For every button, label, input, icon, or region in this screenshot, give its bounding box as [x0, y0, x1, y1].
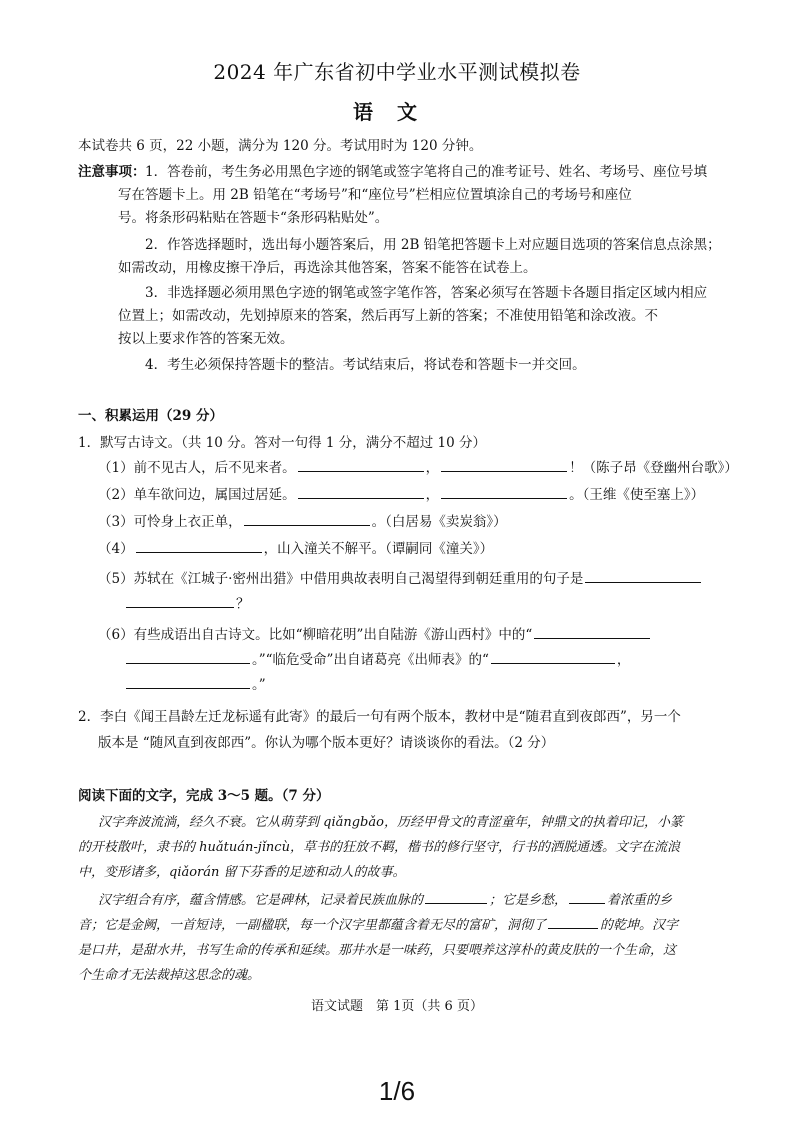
reading-paragraph-line: 是口井，是甜水井，书写生命的传承和延续。那井水是一味药，只要喂养这淳朴的黄皮肤的一个生命，这: [78, 943, 677, 958]
notice-line: 4．考生必须保持答题卡的整洁。考试结束后，将试卷和答题卡一并交回。: [145, 357, 586, 373]
question-1-part-6-end: 。”: [124, 673, 266, 693]
answer-blank[interactable]: [298, 457, 424, 472]
question-1-part-5-cont: ？: [124, 592, 250, 612]
notice-line: 写在答题卡上。用 2B 铅笔在“考场号”和“座位号”栏相应位置填涂自己的考场号和座位: [118, 187, 632, 203]
section-heading: 一、积累运用（29 分）: [78, 408, 223, 424]
answer-blank[interactable]: [425, 889, 487, 904]
question-2-line: 2．李白《闻王昌龄左迁龙标遥有此寄》的最后一句有两个版本，教材中是“随君直到夜郎西”，另一个: [78, 709, 681, 725]
exam-intro: 本试卷共 6 页，22 小题，满分为 120 分。考试用时为 120 分钟。: [78, 138, 483, 154]
answer-blank[interactable]: [491, 649, 615, 664]
reading-heading: 阅读下面的文字，完成 3～5 题。（7 分）: [78, 788, 330, 804]
answer-blank[interactable]: [298, 484, 424, 499]
answer-blank[interactable]: [441, 484, 567, 499]
notice-label: 注意事项：: [78, 164, 146, 180]
question-1-part-6: （6）有些成语出自古诗文。比如“柳暗花明”出自陆游《游山西村》中的“: [98, 623, 652, 643]
question-1-part-1: （1）前不见古人，后不见来者。 ， ！（陈子昂《登幽州台歌》）: [98, 456, 738, 476]
notice-line: 位置上；如需改动，先划掉原来的答案，然后再写上新的答案；不准使用铅笔和涂改液。不: [118, 308, 658, 324]
page-indicator: 1/6: [378, 1076, 416, 1106]
notice-line: 1．答卷前，考生务必用黑色字迹的钢笔或签字笔将自己的准考证号、姓名、考场号、座位号填: [145, 164, 708, 180]
answer-blank[interactable]: [136, 538, 262, 553]
answer-blank[interactable]: [126, 593, 234, 608]
reading-paragraph-line: 汉字组合有序，蕴含情感。它是碑林，记录着民族血脉的 ；它是乡愁， 着浓重的乡: [98, 889, 672, 908]
answer-blank[interactable]: [126, 649, 250, 664]
question-1-stem: 1．默写古诗文。（共 10 分。答对一句得 1 分，满分不超过 10 分）: [78, 435, 487, 451]
page-footer: 语文试题 第 1页（共 6 页）: [311, 999, 483, 1014]
reading-paragraph-line: 的开枝散叶，隶书的 huǎtuán-jǐncù，草书的狂放不羁，楷书的修行坚守，行书的洒脱通透。文字在流浪: [78, 840, 680, 855]
notice-line: 2．作答选择题时，选出每小题答案后，用 2B 铅笔把答题卡上对应题目选项的答案信息点涂黑；: [145, 237, 721, 253]
notice-line: 号。将条形码粘贴在答题卡“条形码粘贴处”。: [118, 210, 389, 226]
notice-line: 按以上要求作答的答案无效。: [118, 331, 294, 347]
question-1-part-3: （3）可怜身上衣正单， 。（白居易《卖炭翁》）: [98, 510, 507, 530]
reading-paragraph-line: 音；它是金阙，一首短诗，一副楹联，每一个汉字里都蕴含着无尽的富矿，洞彻了 的乾坤。汉字: [78, 914, 678, 933]
exam-title: 2024 年广东省初中学业水平测试模拟卷: [213, 60, 581, 84]
reading-paragraph-line: 中，变形诸多，qiǎorán 留下芬香的足迹和动人的故事。: [78, 865, 406, 880]
answer-blank[interactable]: [441, 457, 567, 472]
answer-blank[interactable]: [548, 914, 598, 929]
answer-blank[interactable]: [569, 889, 605, 904]
reading-paragraph-line: 汉字奔波流淌，经久不衰。它从萌芽到 qiǎngbǎo，历经甲骨文的青涩童年，钟鼎文的执着印记，小篆: [98, 815, 683, 830]
reading-paragraph-line: 个生命才无法裁掉这思念的魂。: [78, 968, 261, 983]
notice-line: 3．非选择题必须用黑色字迹的钢笔或签字笔作答，答案必须写在答题卡各题目指定区域内相应: [145, 285, 708, 301]
question-1-part-6-cont: 。”“临危受命”出自诸葛亮《出师表》的“ ，: [124, 648, 630, 668]
subject-title: 语文: [353, 100, 441, 124]
answer-blank[interactable]: [585, 568, 701, 583]
question-2-line: 版本是 “随风直到夜郎西”。你认为哪个版本更好？请谈谈你的看法。（2 分）: [98, 735, 555, 751]
notice-line: 如需改动，用橡皮擦干净后，再选涂其他答案，答案不能答在试卷上。: [118, 260, 537, 276]
answer-blank[interactable]: [534, 624, 650, 639]
answer-blank[interactable]: [244, 511, 370, 526]
question-1-part-5: （5）苏轼在《江城子·密州出猎》中借用典故表明自己渴望得到朝廷重用的句子是: [98, 567, 703, 587]
question-1-part-2: （2）单车欲问边，属国过居延。 ， 。（王维《使至塞上》）: [98, 483, 704, 503]
question-1-part-4: （4） ，山入潼关不解平。（谭嗣同《潼关》）: [98, 537, 493, 557]
answer-blank[interactable]: [126, 674, 250, 689]
